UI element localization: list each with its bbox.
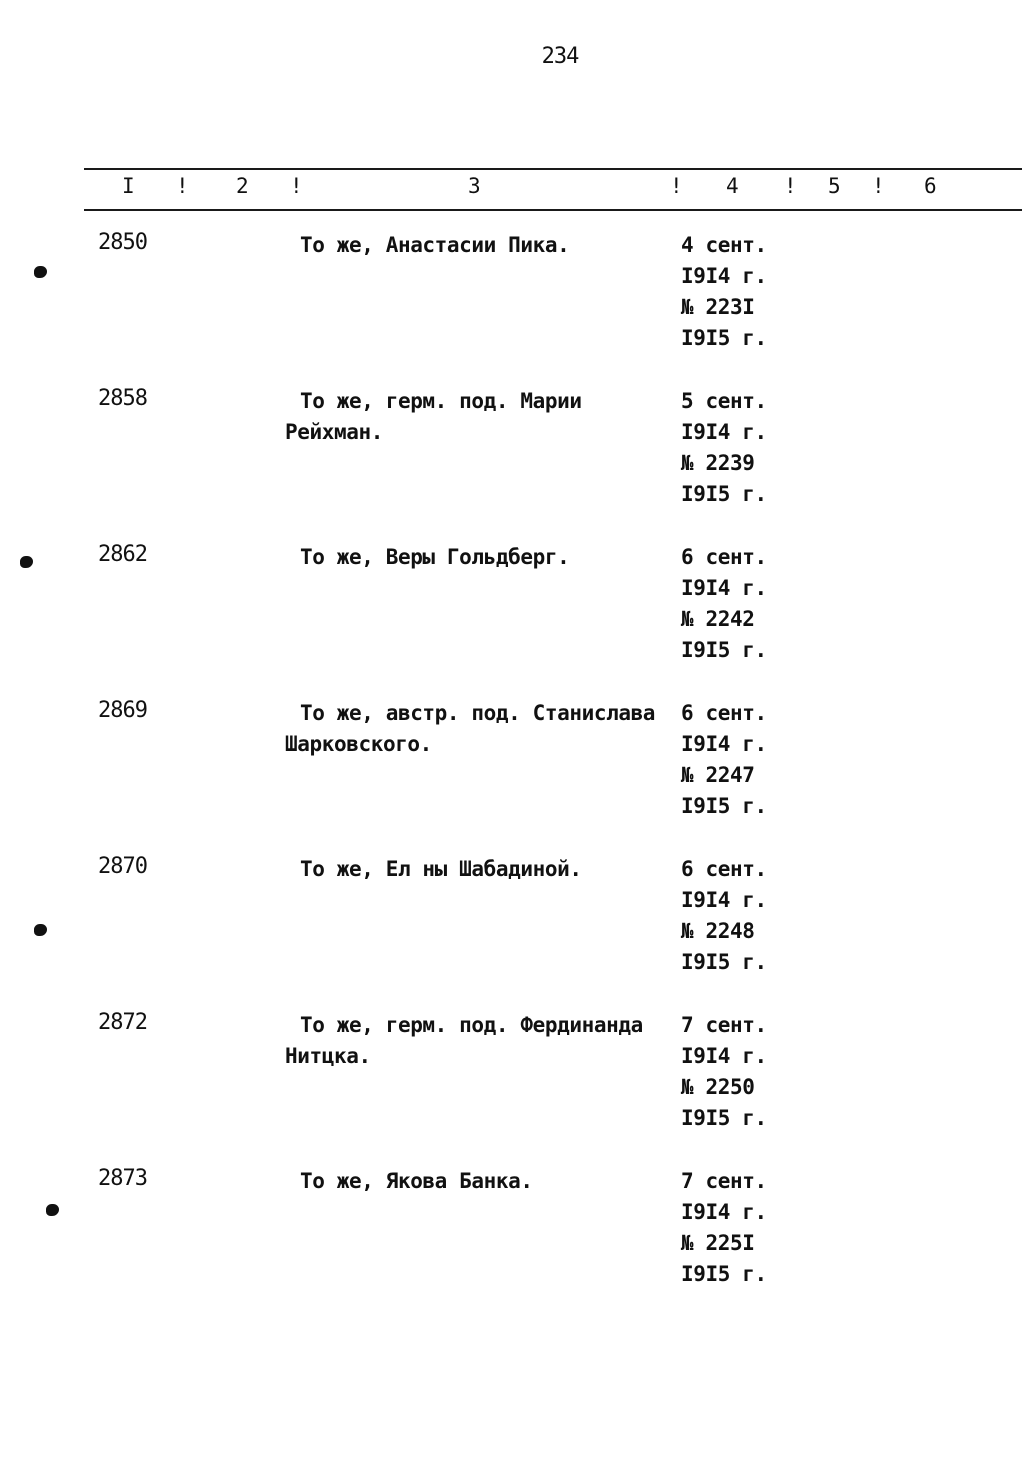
record-date bbox=[681, 854, 767, 978]
table-row bbox=[0, 698, 1024, 848]
register-year: I9I5 г. bbox=[681, 1262, 767, 1286]
register-number: № 2247 bbox=[681, 763, 755, 787]
record-description: То же, герм. под. Фердинанда Нитцка. bbox=[285, 1013, 643, 1068]
table-row bbox=[0, 1010, 1024, 1160]
record-number: 2869 bbox=[98, 698, 147, 723]
column-separator: ! bbox=[290, 174, 303, 198]
register-number: № 2242 bbox=[681, 607, 755, 631]
date-year: I9I4 г. bbox=[681, 1044, 767, 1068]
date-day: 7 сент. bbox=[681, 1013, 767, 1037]
column-separator: ! bbox=[670, 174, 683, 198]
record-number: 2872 bbox=[98, 1010, 147, 1035]
record-description: То же, Анастасии Пика. bbox=[300, 233, 570, 257]
record-number: 2870 bbox=[98, 854, 147, 879]
table-row bbox=[0, 386, 1024, 536]
record-date bbox=[681, 1166, 767, 1290]
table-row bbox=[0, 1166, 1024, 1316]
register-year: I9I5 г. bbox=[681, 326, 767, 350]
page-number: 234 bbox=[541, 44, 579, 69]
column-header-1: I bbox=[122, 174, 135, 198]
table-top-rule bbox=[84, 168, 1022, 170]
table-row bbox=[0, 542, 1024, 692]
table-header-row bbox=[0, 174, 1024, 204]
record-description: То же, австр. под. Станислава Шарковского. bbox=[285, 701, 656, 756]
column-header-4: 4 bbox=[726, 174, 739, 198]
register-number: № 225I bbox=[681, 1231, 755, 1255]
column-header-5: 5 bbox=[828, 174, 841, 198]
record-description: То же, Веры Гольдберг. bbox=[300, 545, 570, 569]
column-header-2: 2 bbox=[236, 174, 249, 198]
record-number: 2873 bbox=[98, 1166, 147, 1191]
date-day: 6 сент. bbox=[681, 545, 767, 569]
table-row bbox=[0, 854, 1024, 1004]
record-number: 2858 bbox=[98, 386, 147, 411]
table-row bbox=[0, 230, 1024, 380]
column-separator: ! bbox=[784, 174, 797, 198]
column-separator: ! bbox=[872, 174, 885, 198]
date-year: I9I4 г. bbox=[681, 420, 767, 444]
record-date bbox=[681, 230, 767, 354]
register-number: № 2250 bbox=[681, 1075, 755, 1099]
record-description: То же, Якова Банка. bbox=[300, 1169, 533, 1193]
record-date bbox=[681, 386, 767, 510]
record-number: 2850 bbox=[98, 230, 147, 255]
record-number: 2862 bbox=[98, 542, 147, 567]
column-header-6: 6 bbox=[924, 174, 937, 198]
date-day: 4 сент. bbox=[681, 233, 767, 257]
record-date bbox=[681, 698, 767, 822]
register-year: I9I5 г. bbox=[681, 794, 767, 818]
date-year: I9I4 г. bbox=[681, 888, 767, 912]
register-number: № 2248 bbox=[681, 919, 755, 943]
record-description: То же, Ел ны Шабадиной. bbox=[300, 857, 582, 881]
record-date bbox=[681, 1010, 767, 1134]
column-separator: ! bbox=[176, 174, 189, 198]
record-date bbox=[681, 542, 767, 666]
date-year: I9I4 г. bbox=[681, 264, 767, 288]
register-year: I9I5 г. bbox=[681, 482, 767, 506]
date-day: 6 сент. bbox=[681, 857, 767, 881]
date-year: I9I4 г. bbox=[681, 576, 767, 600]
date-day: 7 сент. bbox=[681, 1169, 767, 1193]
register-year: I9I5 г. bbox=[681, 1106, 767, 1130]
column-header-3: 3 bbox=[468, 174, 481, 198]
record-description: То же, герм. под. Марии Рейхман. bbox=[285, 389, 582, 444]
register-year: I9I5 г. bbox=[681, 950, 767, 974]
date-year: I9I4 г. bbox=[681, 732, 767, 756]
register-number: № 2239 bbox=[681, 451, 755, 475]
date-day: 6 сент. bbox=[681, 701, 767, 725]
date-year: I9I4 г. bbox=[681, 1200, 767, 1224]
register-number: № 223I bbox=[681, 295, 755, 319]
register-year: I9I5 г. bbox=[681, 638, 767, 662]
date-day: 5 сент. bbox=[681, 389, 767, 413]
table-header-rule bbox=[84, 209, 1022, 211]
